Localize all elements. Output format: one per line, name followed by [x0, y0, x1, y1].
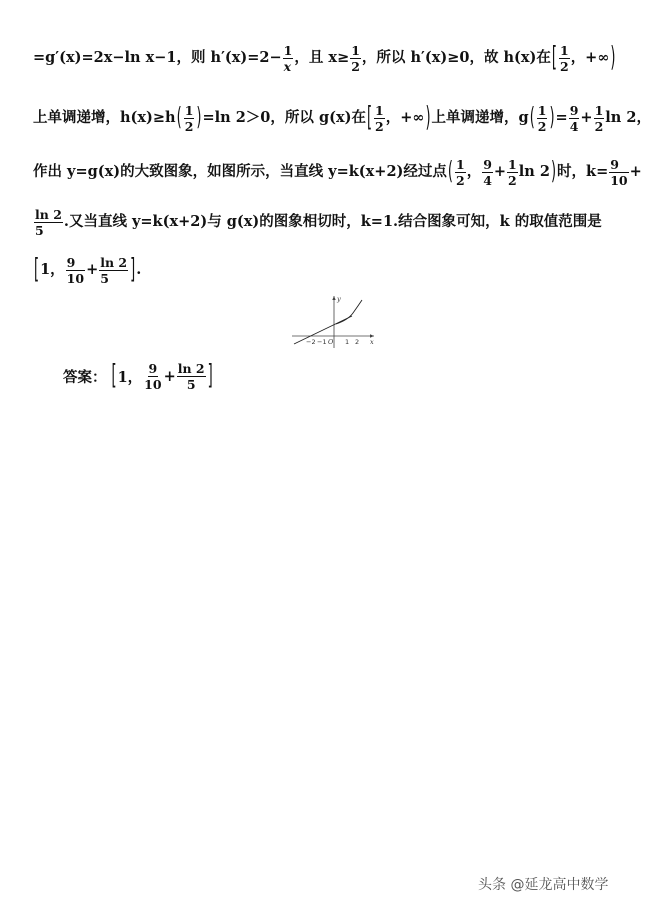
text-run: ，所以 h′(x)≥0，故 h(x)在: [361, 49, 551, 67]
numerator: 1: [508, 157, 517, 172]
left-paren-glyph: (: [176, 104, 182, 133]
fraction: [350, 44, 361, 73]
text-run: .又当直线 y=k(x+2)与 g(x)的图象相切时，k=1.结合图象可知，k 的取值范围是: [63, 213, 602, 231]
numerator: ln 2: [100, 255, 128, 270]
right-paren-glyph: ): [549, 104, 555, 133]
denominator: 5: [35, 223, 44, 239]
fraction: [184, 104, 195, 133]
text-run: 时，k=: [557, 163, 609, 181]
numerator: ln 2: [35, 207, 62, 222]
text-run: ，且 x≥: [294, 49, 350, 67]
text-run: =: [555, 109, 568, 127]
solution-line-3: [33, 158, 642, 187]
denominator: 10: [66, 271, 85, 287]
denominator: 2: [351, 59, 360, 75]
denominator: x: [283, 59, 292, 75]
origin-label: O: [328, 338, 334, 346]
left-bracket-glyph: [: [366, 102, 373, 135]
numerator: 1: [559, 43, 569, 58]
denominator: 5: [186, 377, 196, 393]
fraction: [34, 208, 63, 237]
tick-label: −1: [317, 338, 327, 346]
numerator: 9: [483, 157, 492, 172]
denominator: 5: [100, 271, 109, 287]
text-run: +: [580, 109, 593, 127]
denominator: 2: [455, 173, 465, 189]
left-bracket-glyph: [: [111, 360, 117, 393]
y-axis-label: y: [337, 295, 341, 303]
fraction: [594, 104, 605, 133]
text-run: ，: [466, 163, 482, 181]
fraction: [455, 158, 466, 187]
denominator: 2: [594, 119, 604, 135]
tick-label: −2: [306, 338, 316, 346]
numerator: ln 2: [177, 361, 205, 376]
numerator: 1: [455, 157, 465, 172]
solution-line-5: [33, 256, 141, 285]
right-bracket-glyph: ]: [207, 360, 213, 393]
denominator: 10: [144, 377, 162, 393]
text-run: 作出 y=g(x)的大致图象，如图所示，当直线 y=k(x+2)经过点: [33, 163, 447, 181]
numerator: 9: [609, 158, 628, 173]
numerator: 1: [375, 103, 384, 118]
denominator: 2: [508, 173, 517, 189]
right-paren-glyph: ): [610, 42, 616, 75]
fraction: [283, 44, 294, 73]
text-run: ，+∞: [385, 109, 425, 127]
denominator: 2: [559, 59, 569, 75]
tick-label: 1: [345, 338, 350, 346]
text-run: ，+∞: [570, 49, 610, 67]
text-run: 1，: [117, 369, 143, 387]
y-axis-arrow-icon: [332, 296, 335, 300]
left-paren-glyph: (: [447, 158, 453, 187]
answer: [63, 362, 214, 391]
numerator: 9: [569, 103, 579, 118]
right-paren-glyph: ): [550, 158, 557, 187]
text-run: 上单调递增，h(x)≥h: [33, 109, 176, 127]
left-bracket-glyph: [: [551, 42, 557, 75]
fraction: [374, 104, 385, 133]
left-paren-glyph: (: [529, 104, 535, 133]
denominator: 2: [375, 119, 384, 135]
denominator: 10: [610, 173, 628, 189]
answer-label: 答案：: [63, 370, 107, 387]
right-paren-glyph: ): [196, 104, 202, 133]
text-run: +: [493, 163, 507, 181]
text-run: =ln 2＞0，所以 g(x)在: [202, 109, 366, 127]
numerator: 9: [66, 256, 85, 271]
right-paren-glyph: ): [425, 102, 431, 135]
x-axis-label: x: [370, 338, 374, 346]
numerator: 1: [283, 43, 293, 58]
right-bracket-glyph: ]: [130, 254, 136, 287]
text-run: 上单调递增，g: [431, 109, 529, 127]
fraction: [559, 44, 570, 73]
solution-line-2: [33, 104, 651, 133]
text-run: +: [629, 163, 642, 181]
text-run: =g′(x)=2x−ln x−1，则 h′(x)=2−: [33, 49, 282, 67]
numerator: 1: [351, 43, 360, 58]
fraction: [507, 158, 518, 187]
solution-line-4: [33, 208, 602, 237]
numerator: 9: [148, 361, 158, 376]
fraction: [66, 256, 85, 285]
fraction: [177, 362, 206, 391]
fraction: [609, 158, 628, 187]
text-run: +: [163, 368, 176, 386]
text-run: .: [136, 261, 142, 279]
left-bracket-glyph: [: [34, 254, 40, 287]
denominator: 2: [537, 119, 547, 135]
fraction: [569, 104, 580, 133]
denominator: 4: [569, 119, 579, 135]
numerator: 1: [594, 103, 604, 118]
text-run: ln 2，: [605, 109, 651, 127]
numerator: 1: [184, 103, 194, 118]
function-graph: [290, 292, 376, 350]
tick-label: 2: [355, 338, 360, 346]
numerator: 1: [537, 103, 547, 118]
fraction: [482, 158, 493, 187]
solution-line-1: [33, 44, 617, 73]
denominator: 4: [483, 173, 492, 189]
fraction: [99, 256, 128, 285]
text-run: 1，: [40, 261, 65, 279]
curve-g-x: [336, 300, 362, 324]
text-run: +: [86, 261, 99, 279]
denominator: 2: [184, 119, 194, 135]
watermark: 头条 @延龙高中数学: [478, 877, 609, 893]
fraction: [143, 362, 162, 391]
text-run: ln 2: [518, 163, 550, 181]
fraction: [537, 104, 548, 133]
